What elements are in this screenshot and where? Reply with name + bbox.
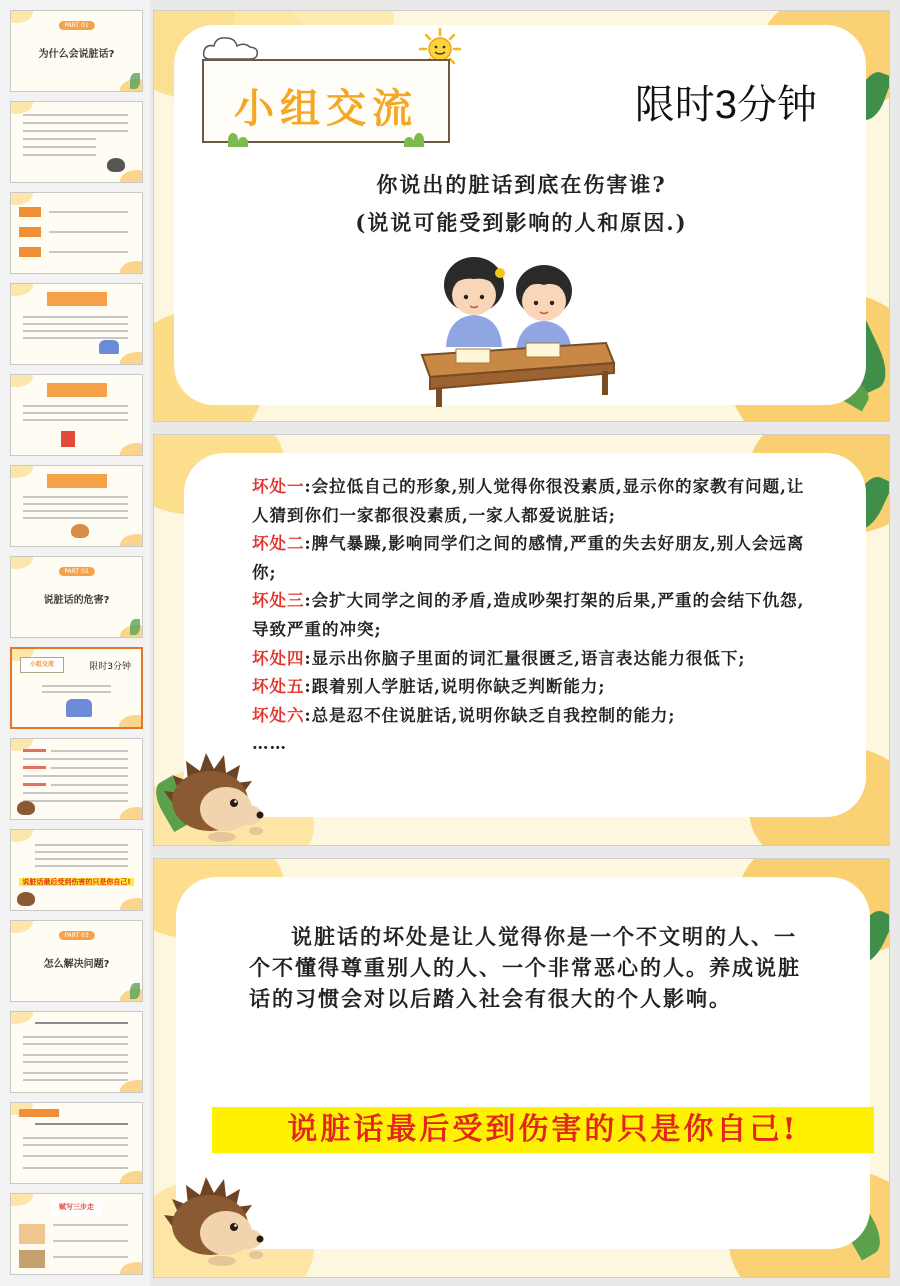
leaf-icon [130, 73, 140, 89]
slide-group-discussion [153, 10, 890, 422]
thumbnail-title: 小组交流 [20, 657, 64, 673]
slide-thumbnail-10[interactable] [10, 829, 143, 911]
stage-tag [47, 292, 107, 306]
harm-label-6: 坏处六 [252, 705, 305, 725]
hedgehog-illustration [160, 735, 270, 845]
slide-thumbnail-3[interactable] [10, 192, 143, 274]
hedgehog-icon [17, 801, 35, 815]
stage-tag [47, 383, 107, 397]
students-at-desk-illustration [416, 251, 616, 411]
part-pill: PART 02 [58, 567, 94, 576]
harms-paragraph [220, 473, 820, 759]
thumbnail-timer: 限时3分钟 [89, 662, 131, 672]
hedgehog-illustration [160, 1159, 270, 1269]
harm-text-3: :会扩大同学之间的矛盾,造成吵架打架的后果,严重的会结下仇怨,导致严重的冲突; [252, 591, 805, 639]
thumbnail-title: 怎么解决问题? [43, 959, 110, 970]
thumbnail-title: 说脏话的危害? [43, 595, 110, 606]
highlight-bar [19, 878, 134, 886]
slide-thumbnail-9[interactable] [10, 738, 143, 820]
cloud-icon [202, 35, 260, 61]
part-pill: PART 03 [58, 931, 94, 940]
harm-label-1: 坏处一 [252, 477, 305, 496]
slide-thumbnail-8-current[interactable] [10, 647, 143, 729]
stage-tag [47, 474, 107, 488]
thumbnail-title: 赋写三步走 [59, 1203, 94, 1211]
slide-thumbnail-4[interactable] [10, 283, 143, 365]
thumbnail-title: 为什么会说脏话? [38, 49, 115, 60]
title-frame [202, 59, 450, 143]
slide-thumbnail-12[interactable] [10, 1011, 143, 1093]
slide-thumbnail-1[interactable] [10, 10, 143, 92]
slide-thumbnail-panel [0, 0, 150, 1286]
slide-thumbnail-6[interactable] [10, 465, 143, 547]
slide-thumbnail-2[interactable] [10, 101, 143, 183]
slide-thumbnail-14[interactable] [10, 1193, 143, 1275]
cartoon-figure-icon [107, 158, 125, 172]
harm-text-1: :会拉低自己的形象,别人觉得你很没素质,显示你的家教有问题,让人猜到你们一家都很没素质,一家人都爱说脏话; [252, 477, 805, 525]
discussion-question: 你说出的脏话到底在伤害谁? [376, 172, 667, 197]
thumbnail-highlight-text: 说脏话最后受到伤害的只是你自己! [22, 878, 131, 886]
slide-harms-list [153, 434, 890, 846]
key-message-banner: 说脏话最后受到伤害的只是你自己! [212, 1107, 874, 1153]
part-pill: PART 01 [58, 21, 94, 30]
harm-text-6: :总是忍不住说脏话,说明你缺乏自我控制的能力; [304, 705, 676, 725]
summary-paragraph: 说脏话的坏处是让人觉得你是一个不文明的人、一个不懂得尊重别人的人、一个非常恶心的人。养成说脏话的习惯会对以后踏入社会有很大的个人影响。 [249, 924, 801, 1011]
slide-summary [153, 858, 890, 1278]
harm-label-4: 坏处四 [252, 648, 305, 668]
slide-thumbnail-11[interactable] [10, 920, 143, 1002]
slide-thumbnail-7[interactable] [10, 556, 143, 638]
harm-label-3: 坏处三 [252, 591, 305, 611]
students-illustration [66, 699, 92, 717]
hedgehog-icon [17, 892, 35, 906]
slide-thumbnail-13[interactable] [10, 1102, 143, 1184]
time-limit-label: 限时3分钟 [634, 83, 817, 127]
harm-text-2: :脾气暴躁,影响同学们之间的感情,严重的失去好朋友,别人会远离你; [252, 534, 805, 582]
harm-text-4: :显示出你脑子里面的词汇量很匮乏,语言表达能力很低下; [304, 648, 746, 668]
ellipsis: …… [252, 734, 287, 754]
discussion-hint: (说说可能受到影响的人和原因.) [355, 210, 688, 235]
harm-label-5: 坏处五 [252, 677, 305, 697]
harm-label-2: 坏处二 [252, 534, 305, 554]
slide-thumbnail-5[interactable] [10, 374, 143, 456]
harm-text-5: :跟着别人学脏话,说明你缺乏判断能力; [304, 677, 606, 697]
page-title: 小组交流 [234, 86, 418, 132]
